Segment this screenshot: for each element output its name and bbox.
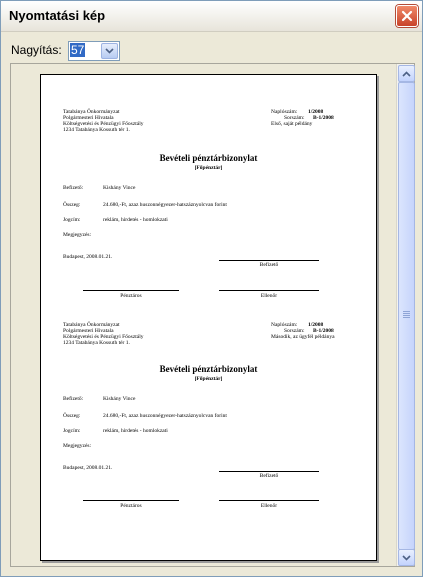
receipt-title: Bevételi pénztárbizonylat xyxy=(159,153,258,163)
zoom-label: Nagyítás: xyxy=(11,43,62,57)
signature-befizeto: Befizető xyxy=(259,262,279,268)
jogcim-label: Jogcím: xyxy=(63,217,81,223)
receipt-title: Bevételi pénztárbizonylat xyxy=(159,364,258,374)
issuer-line-2: Polgármesteri Hivatala xyxy=(63,328,114,334)
befizeto-value: Kishány Vince xyxy=(103,185,136,191)
receipt-subtitle: [Főpénztár] xyxy=(194,376,223,382)
close-button[interactable] xyxy=(396,5,418,27)
receipt-original xyxy=(41,75,376,310)
preview-viewport[interactable] xyxy=(10,63,415,567)
preview-page xyxy=(40,74,377,561)
zoom-value: 57 xyxy=(71,43,85,57)
close-icon xyxy=(401,10,413,22)
issuer-line-3: Költségvetési és Pénzügyi Főosztály xyxy=(63,334,144,340)
osszeg-label: Összeg: xyxy=(63,202,81,208)
signature-line-ellenor xyxy=(219,290,319,291)
jogcim-value: reklám, hirdetés - homlokzati xyxy=(103,217,168,223)
naplo-label: Naplószám: xyxy=(271,109,298,115)
signature-ellenor: Ellenőr xyxy=(260,503,278,509)
signature-ellenor: Ellenőr xyxy=(260,293,278,299)
zoom-select[interactable] xyxy=(68,41,120,61)
befizeto-label: Befizető: xyxy=(63,396,84,402)
copy-label: Első, saját példány xyxy=(271,121,313,127)
signature-penztaros: Pénztáros xyxy=(120,503,142,509)
copy-label: Második, az ügyfél példánya xyxy=(271,334,335,340)
signature-line-ellenor xyxy=(219,500,319,501)
issuer-line-3: Költségvetési és Pénzügyi Főosztály xyxy=(63,121,144,127)
befizeto-value: Kishány Vince xyxy=(103,396,136,402)
sorszam-value: B-1/2008 xyxy=(313,115,334,121)
sorszam-label: Sorszám: xyxy=(284,328,305,334)
receipt-subtitle: [Főpénztár] xyxy=(194,165,223,171)
scroll-down-button[interactable] xyxy=(398,549,415,566)
zoom-dropdown-button[interactable] xyxy=(101,43,118,59)
arrow-up-icon xyxy=(402,71,411,77)
window-title: Nyomtatási kép xyxy=(9,8,106,23)
vertical-scrollbar[interactable] xyxy=(396,64,414,566)
osszeg-label: Összeg: xyxy=(63,413,81,419)
issuer-line-2: Polgármesteri Hivatala xyxy=(63,115,114,121)
issuer-line-4: 1234 Tatabánya Kossuth tér 1. xyxy=(63,340,130,346)
naplo-value: 1/2008 xyxy=(308,109,324,115)
issuer-line-4: 1234 Tatabánya Kossuth tér 1. xyxy=(63,127,130,133)
signature-penztaros: Pénztáros xyxy=(120,293,142,299)
jogcim-value: reklám, hirdetés - homlokzati xyxy=(103,428,168,434)
signature-line-befizeto xyxy=(219,471,319,472)
signature-befizeto: Befizető xyxy=(259,473,279,479)
signature-line-penztaros xyxy=(83,500,179,501)
signature-line-penztaros xyxy=(83,290,179,291)
grip-icon xyxy=(403,311,410,319)
megjegyzes-label: Megjegyzés: xyxy=(63,232,92,238)
naplo-value: 1/2008 xyxy=(308,322,324,328)
arrow-down-icon xyxy=(402,555,411,561)
receipt-customer-copy xyxy=(41,310,376,545)
scroll-up-button[interactable] xyxy=(398,65,415,82)
naplo-label: Naplószám: xyxy=(271,322,298,328)
signature-line-befizeto xyxy=(219,260,319,261)
place-date: Budapest, 2008.01.21. xyxy=(63,465,113,471)
osszeg-value: 24.680,-Ft, azaz huszonnégyezer-hatszáznyolcvan forint xyxy=(103,413,227,419)
jogcim-label: Jogcím: xyxy=(63,428,81,434)
chevron-down-icon xyxy=(105,48,114,54)
place-date: Budapest, 2008.01.21. xyxy=(63,254,113,260)
befizeto-label: Befizető: xyxy=(63,185,84,191)
title-bar xyxy=(1,1,422,32)
issuer-line-1: Tatabánya Önkormányzat xyxy=(63,109,120,115)
osszeg-value: 24.680,-Ft, azaz huszonnégyezer-hatszáznyolcvan forint xyxy=(103,202,227,208)
scroll-thumb[interactable] xyxy=(398,82,415,550)
issuer-line-1: Tatabánya Önkormányzat xyxy=(63,322,120,328)
sorszam-value: B-1/2008 xyxy=(313,328,334,334)
megjegyzes-label: Megjegyzés: xyxy=(63,443,92,449)
sorszam-label: Sorszám: xyxy=(284,115,305,121)
